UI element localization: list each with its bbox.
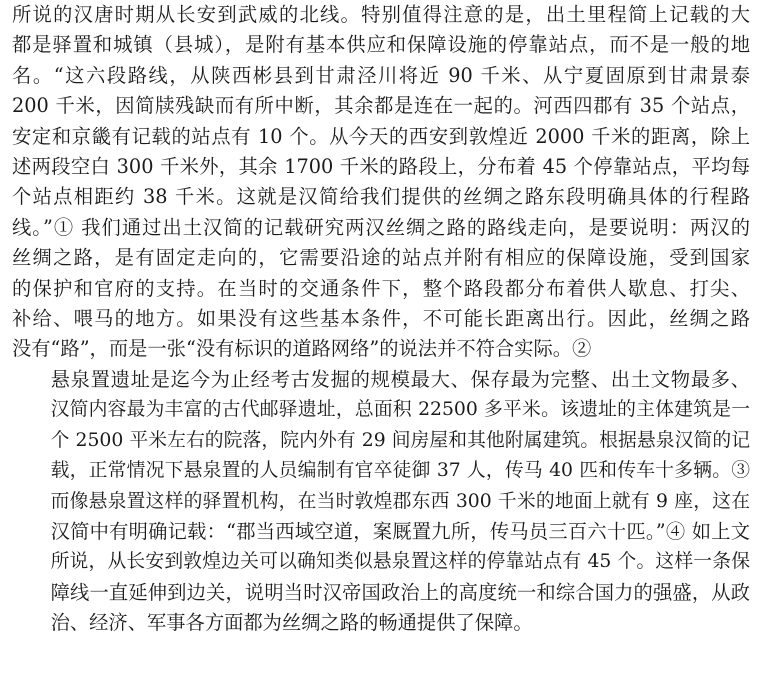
text-line: 补给、喂马的地方。如果没有这些基本条件，不可能长距离出行。因此，丝绸之路 — [12, 307, 750, 331]
text-line: 汉简内容最为丰富的古代邮驿遗址，总面积 22500 多平米。该遗址的主体建筑是一 — [50, 399, 750, 421]
paragraph-2 — [12, 365, 750, 639]
text-line: 治、经济、军事各方面都为丝绸之路的畅通提供了保障。 — [50, 611, 533, 635]
text-line: 都是驿置和城镇（县城），是附有基本供应和保障设施的停靠站点，而不是一般的地 — [12, 33, 750, 57]
text-line: 200 千米，因简牍残缺而有所中断，其余都是连在一起的。河西四郡有 35 个站点， — [12, 94, 750, 118]
text-line: 安定和京畿有记载的站点有 10 个。从今天的西安到敦煌近 2000 千米的距离，除上 — [12, 124, 750, 148]
text-line: 线。”① 我们通过出土汉简的记载研究两汉丝绸之路的路线走向，是要说明：两汉的 — [12, 215, 750, 239]
text-line: 所说，从长安到敦煌边关可以确知类似悬泉置这样的停靠站点有 45 个。这样一条保 — [50, 551, 750, 573]
text-line: 丝绸之路，是有固定走向的，它需要沿途的站点并附有相应的保障设施，受到国家 — [12, 246, 750, 270]
text-line: 悬泉置遗址是迄今为止经考古发掘的规模最大、保存最为完整、出土文物最多、 — [50, 367, 750, 391]
text-line: 汉简中有明确记载：“郡当西域空道，案厩置九所，传马员三百六十匹。”④ 如上文 — [50, 519, 750, 543]
text-line: 所说的汉唐时期从长安到武威的北线。特别值得注意的是，出土里程简上记载的大 — [12, 3, 750, 26]
text-line: 没有“路”，而是一张“没有标识的道路网络”的说法并不符合实际。② — [12, 337, 592, 361]
text-line: 名。“这六段路线，从陕西彬县到甘肃泾川将近 90 千米、从宁夏固原到甘肃景泰 — [12, 63, 750, 87]
text-line: 个 2500 平米左右的院落，院内外有 29 间房屋和其他附属建筑。根据悬泉汉简的记 — [50, 429, 750, 451]
text-line: 载，正常情况下悬泉置的人员编制有官卒徒御 37 人，传马 40 匹和传车十多辆。③ — [50, 460, 750, 482]
text-line: 的保护和官府的支持。在当时的交通条件下，整个路段都分布着供人歇息、打尖、 — [12, 276, 750, 300]
text-line: 障线一直延伸到边关，说明当时汉帝国政治上的高度统一和综合国力的强盛，从政 — [50, 580, 750, 604]
text-line: 个站点相距约 38 千米。这就是汉简给我们提供的丝绸之路东段明确具体的行程路 — [12, 185, 750, 209]
paragraph-1 — [12, 0, 750, 365]
document-body — [12, 0, 750, 639]
text-line: 述两段空白 300 千米外，其余 1700 千米的路段上，分布着 45 个停靠站点，平均每 — [12, 155, 750, 179]
text-line: 而像悬泉置这样的驿置机构，在当时敦煌郡东西 300 千米的地面上就有 9 座，这在 — [50, 490, 750, 512]
